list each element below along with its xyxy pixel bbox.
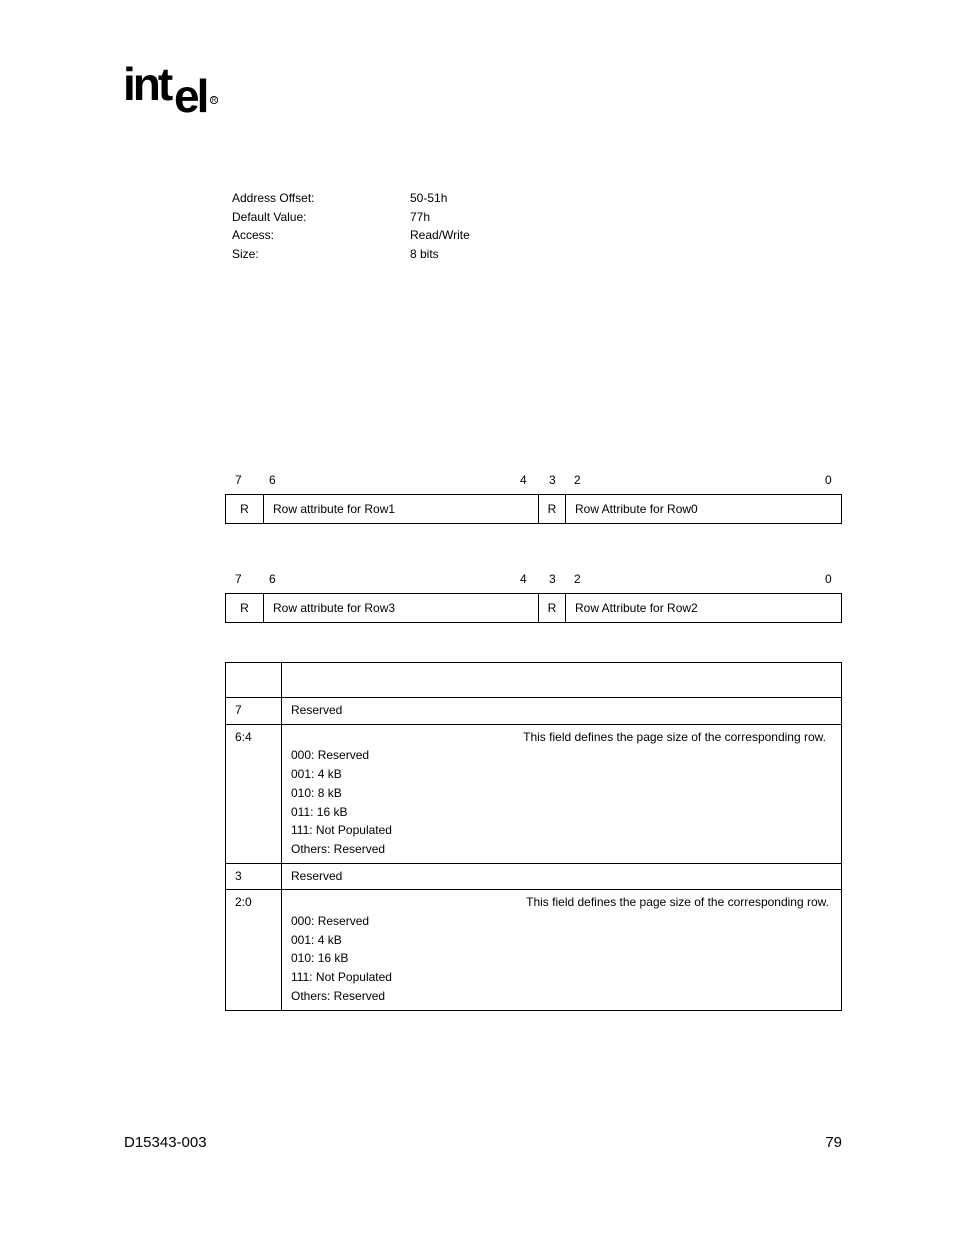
description-line: Reserved <box>291 703 343 717</box>
bit-number: 7 <box>235 473 242 487</box>
registered-mark-letter: R <box>211 98 217 105</box>
reserved-bit-cell: R <box>226 594 264 622</box>
description-line: 000: Reserved <box>291 914 370 929</box>
size-value: 8 bits <box>410 247 439 262</box>
description-line: 001: 4 kB <box>291 767 342 782</box>
access-label: Access: <box>232 228 275 243</box>
table-row <box>226 698 842 725</box>
description-line: 111: Not Populated <box>291 823 392 838</box>
bit-number: 2 <box>574 572 581 586</box>
row2-attribute-cell: Row Attribute for Row2 <box>575 601 698 615</box>
register-info-row <box>232 226 470 245</box>
register-info-row <box>232 208 470 227</box>
bit-number: 6 <box>269 473 276 487</box>
bit-cell: 7 <box>226 698 282 725</box>
access-value: Read/Write <box>410 228 470 243</box>
bit-number: 4 <box>520 572 527 586</box>
description-line: 011: 16 kB <box>291 804 348 819</box>
bit-number: 0 <box>825 473 832 487</box>
row1-attribute-cell: Row attribute for Row1 <box>264 495 539 523</box>
table-row <box>226 863 842 890</box>
description-line: Others: Reserved <box>291 988 386 1003</box>
bit-diagram-row0-row1 <box>225 473 842 516</box>
row3-attribute-cell: Row attribute for Row3 <box>264 594 539 622</box>
description-cell <box>282 698 842 725</box>
table-row <box>226 724 842 863</box>
description-cell <box>282 890 842 1010</box>
table-header-row <box>226 663 842 698</box>
table-row <box>226 890 842 1010</box>
bit-number: 4 <box>520 473 527 487</box>
bit-cell: 6:4 <box>226 724 282 863</box>
document-number: D15343-003 <box>124 1134 207 1151</box>
description-cell <box>282 863 842 890</box>
address-offset-label: Address Offset: <box>232 191 315 205</box>
bit-cell: 3 <box>226 863 282 890</box>
bit-number: 7 <box>235 572 242 586</box>
description-line: 001: 4 kB <box>291 932 342 947</box>
register-info <box>232 189 470 264</box>
bit-number: 2 <box>574 473 581 487</box>
description-intro: This field defines the page size of the corresponding row. <box>526 895 829 910</box>
bit-diagram-row2-row3 <box>225 572 842 615</box>
reserved-bit-cell: R <box>539 594 566 622</box>
description-line: 111: Not Populated <box>291 970 392 985</box>
description-line: 010: 8 kB <box>291 785 342 800</box>
bit-numbers <box>225 572 842 588</box>
default-value-label: Default Value: <box>232 209 307 224</box>
description-cell <box>282 724 842 863</box>
logo-text-el: el <box>174 70 207 120</box>
bit-numbers <box>225 473 842 489</box>
bit-field-box <box>225 593 842 623</box>
logo-text-int: int <box>123 58 171 110</box>
bit-field-box <box>225 494 842 524</box>
register-info-row <box>232 245 470 264</box>
reserved-bit-cell: R <box>226 495 264 523</box>
bit-cell: 2:0 <box>226 890 282 1010</box>
intel-logo <box>122 58 222 120</box>
description-line: Others: Reserved <box>291 841 386 856</box>
bit-description-table <box>225 662 842 1011</box>
intel-logo-graphic <box>122 58 222 120</box>
description-line: 000: Reserved <box>291 748 370 763</box>
bit-number: 3 <box>549 473 556 487</box>
reserved-bit-cell: R <box>539 495 566 523</box>
bit-number: 0 <box>825 572 832 586</box>
row0-attribute-cell: Row Attribute for Row0 <box>575 502 698 516</box>
description-line: 010: 16 kB <box>291 951 349 966</box>
page-number: 79 <box>825 1134 842 1151</box>
header-bit-cell <box>226 663 282 698</box>
bit-number: 3 <box>549 572 556 586</box>
register-info-row <box>232 189 470 208</box>
size-label: Size: <box>232 247 259 262</box>
default-value-value: 77h <box>410 209 431 224</box>
header-description-cell <box>282 663 842 698</box>
address-offset-value: 50-51h <box>410 191 448 205</box>
description-intro: This field defines the page size of the corresponding row. <box>523 729 826 744</box>
description-line: Reserved <box>291 868 343 883</box>
bit-number: 6 <box>269 572 276 586</box>
